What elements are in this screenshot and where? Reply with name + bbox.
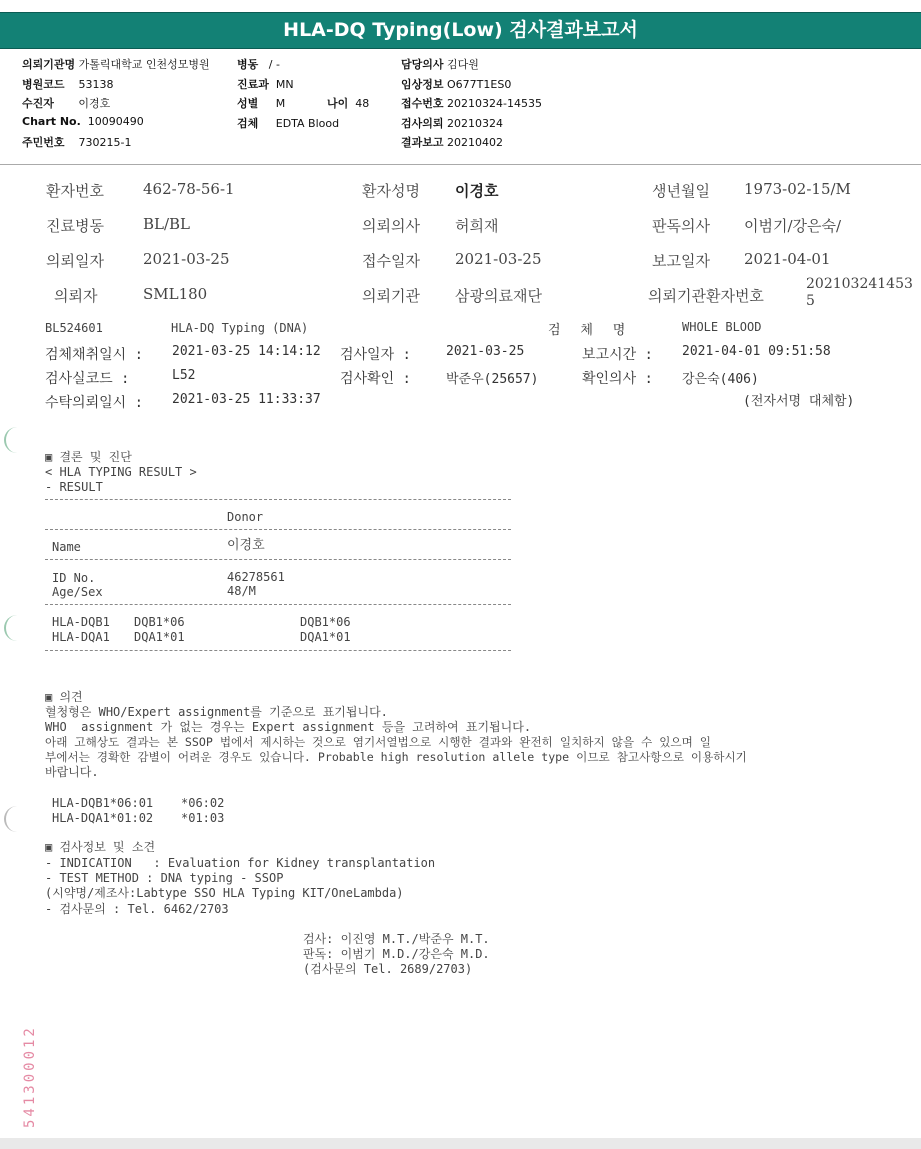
header-doctor: 담당의사 김다원 bbox=[401, 58, 479, 71]
test-name: HLA-DQ Typing (DNA) bbox=[171, 321, 309, 335]
donor-header: Donor bbox=[227, 510, 264, 524]
test-code: BL524601 bbox=[45, 321, 103, 335]
punch-mark bbox=[4, 615, 20, 641]
hr-dqa1-label: HLA-DQA1*01:02 bbox=[52, 811, 154, 825]
header-clinical: 임상정보 O677T1ES0 bbox=[401, 78, 512, 91]
method-line: - TEST METHOD : DNA typing - SSOP bbox=[45, 871, 284, 885]
divider bbox=[45, 529, 511, 530]
inst-patient-no-value-2: 5 bbox=[806, 293, 815, 309]
report-date-label: 보고일자 bbox=[652, 252, 710, 270]
divider bbox=[45, 650, 511, 651]
opinion-line-4: 부에서는 경확한 감별이 어려운 경우도 있습니다. Probable high resolution allele type 이므로 참고사항으로 이용하시기 bbox=[45, 750, 747, 764]
ward-value: BL/BL bbox=[143, 215, 191, 233]
hr-dqa1-value: *01:03 bbox=[181, 811, 225, 825]
dqb1-label: HLA-DQB1 bbox=[52, 615, 110, 629]
confirm-doc-label: 확인의사 : bbox=[582, 371, 653, 387]
request-date-value: 2021-03-25 bbox=[143, 250, 230, 268]
bottom-edge bbox=[0, 1138, 921, 1149]
hr-dqb1-value: *06:02 bbox=[181, 796, 225, 810]
inquiry-line: - 검사문의 : Tel. 6462/2703 bbox=[45, 902, 229, 916]
dqa1-allele-1: DQA1*01 bbox=[134, 630, 185, 644]
specimen-name-value: WHOLE BLOOD bbox=[682, 320, 762, 334]
requester-label: 의뢰자 bbox=[54, 287, 98, 305]
title-bar bbox=[0, 12, 921, 49]
header-sex: 성별 M bbox=[237, 97, 286, 110]
header-age: 나이 48 bbox=[327, 97, 370, 110]
dob-label: 생년월일 bbox=[652, 182, 710, 200]
request-date-label: 의뢰일자 bbox=[46, 252, 104, 270]
ward-label: 진료병동 bbox=[46, 217, 104, 235]
header-patient: 수진자 이경호 bbox=[22, 97, 111, 110]
room-value: L52 bbox=[172, 368, 196, 383]
header-divider bbox=[0, 164, 921, 165]
institution-label: 의뢰기관 bbox=[362, 287, 420, 305]
agesex-value: 48/M bbox=[227, 584, 256, 598]
patient-no-label: 환자번호 bbox=[46, 182, 104, 200]
inst-patient-no-value-1: 202103241453 bbox=[806, 276, 913, 292]
header-chart: Chart No. 10090490 bbox=[22, 115, 144, 128]
consign-label: 수탁의뢰일시 : bbox=[45, 395, 144, 411]
header-receipt: 접수번호 20210324-14535 bbox=[401, 97, 542, 110]
header-dept: 진료과 MN bbox=[237, 78, 294, 91]
hr-dqb1-label: HLA-DQB1*06:01 bbox=[52, 796, 154, 810]
report-date-value: 2021-04-01 bbox=[744, 250, 831, 268]
patient-name-value: 이경호 bbox=[455, 182, 499, 200]
divider bbox=[45, 604, 511, 605]
collect-value: 2021-03-25 14:14:12 bbox=[172, 344, 321, 359]
dob-value: 1973-02-15/M bbox=[744, 180, 851, 198]
dqa1-label: HLA-DQA1 bbox=[52, 630, 110, 644]
header-hospital-code: 병원코드 53138 bbox=[22, 78, 114, 91]
dqa1-allele-2: DQA1*01 bbox=[300, 630, 351, 644]
opinion-title: ▣ 의견 bbox=[45, 690, 83, 704]
confirm-value: 박준우(25657) bbox=[446, 372, 539, 387]
header-specimen: 검체 EDTA Blood bbox=[237, 117, 340, 130]
requester-value: SML180 bbox=[143, 285, 208, 303]
confirm-label: 검사확인 : bbox=[340, 371, 411, 387]
inst-patient-no-label: 의뢰기관환자번호 bbox=[648, 287, 764, 305]
dqb1-allele-1: DQB1*06 bbox=[134, 615, 185, 629]
indication-line: - INDICATION : Evaluation for Kidney transplantation bbox=[45, 856, 436, 870]
signature-line-2: 판독: 이범기 M.D./강은숙 M.D. bbox=[303, 947, 490, 961]
reader-value: 이범기/강은숙/ bbox=[744, 217, 842, 235]
room-label: 검사실코드 : bbox=[45, 371, 130, 387]
consign-value: 2021-03-25 11:33:37 bbox=[172, 392, 321, 407]
test-date-label: 검사일자 : bbox=[340, 347, 411, 363]
header-ward: 병동 / - bbox=[237, 58, 280, 71]
opinion-line-1: 혈청형은 WHO/Expert assignment를 기준으로 표기됩니다. bbox=[45, 705, 388, 719]
id-value: 46278561 bbox=[227, 570, 285, 584]
institution-value: 삼광의료재단 bbox=[455, 287, 542, 305]
punch-mark bbox=[4, 427, 20, 453]
receipt-date-label: 접수일자 bbox=[362, 252, 420, 270]
header-rrn: 주민번호 730215-1 bbox=[22, 136, 132, 149]
divider bbox=[45, 499, 511, 500]
patient-name-label: 환자성명 bbox=[362, 182, 420, 200]
name-label: Name bbox=[52, 540, 81, 554]
agesex-label: Age/Sex bbox=[52, 585, 103, 599]
name-value: 이경호 bbox=[227, 538, 265, 553]
result-label: - RESULT bbox=[45, 480, 103, 494]
result-subtitle: < HLA TYPING RESULT > bbox=[45, 465, 197, 479]
id-label: ID No. bbox=[52, 571, 96, 585]
reagent-line: (시약명/제조사:Labtype SSO HLA Typing KIT/OneLambda) bbox=[45, 886, 404, 900]
report-time-value: 2021-04-01 09:51:58 bbox=[682, 344, 831, 359]
physician-label: 의뢰의사 bbox=[362, 217, 420, 235]
report-title: HLA-DQ Typing(Low) 검사결과보고서 bbox=[283, 19, 638, 41]
opinion-line-2: WHO assignment 가 없는 경우는 Expert assignment 등을 고려하여 표기됩니다. bbox=[45, 720, 532, 734]
result-section-title: ▣ 결론 및 진단 bbox=[45, 450, 132, 464]
header-request: 검사의뢰 20210324 bbox=[401, 117, 504, 130]
collect-label: 검체채취일시 : bbox=[45, 347, 144, 363]
opinion-line-5: 바랍니다. bbox=[45, 765, 99, 779]
header-institution: 의뢰기관명 가톨릭대학교 인천성모병원 bbox=[22, 58, 210, 71]
side-serial-number: 541300012 bbox=[22, 1025, 38, 1128]
punch-mark bbox=[4, 806, 20, 832]
esign-note: (전자서명 대체함) bbox=[743, 394, 855, 409]
divider bbox=[45, 559, 511, 560]
confirm-doc-value: 강은숙(406) bbox=[682, 372, 759, 387]
dqb1-allele-2: DQB1*06 bbox=[300, 615, 351, 629]
report-time-label: 보고시간 : bbox=[582, 347, 653, 363]
signature-line-1: 검사: 이진영 M.T./박준우 M.T. bbox=[303, 932, 490, 946]
physician-value: 허희재 bbox=[455, 217, 499, 235]
patient-no-value: 462-78-56-1 bbox=[143, 180, 235, 198]
reader-label: 판독의사 bbox=[652, 217, 710, 235]
receipt-date-value: 2021-03-25 bbox=[455, 250, 542, 268]
header-report: 결과보고 20210402 bbox=[401, 136, 504, 149]
details-title: ▣ 검사정보 및 소견 bbox=[45, 840, 156, 854]
test-date-value: 2021-03-25 bbox=[446, 344, 525, 359]
signature-line-3: (검사문의 Tel. 2689/2703) bbox=[303, 962, 473, 976]
opinion-line-3: 아래 고해상도 결과는 본 SSOP 법에서 제시하는 것으로 염기서열법으로 시행한 결과와 완전히 일치하지 않을 수 있으며 일 bbox=[45, 735, 711, 749]
specimen-name-label: 검 체 명 bbox=[548, 323, 632, 338]
